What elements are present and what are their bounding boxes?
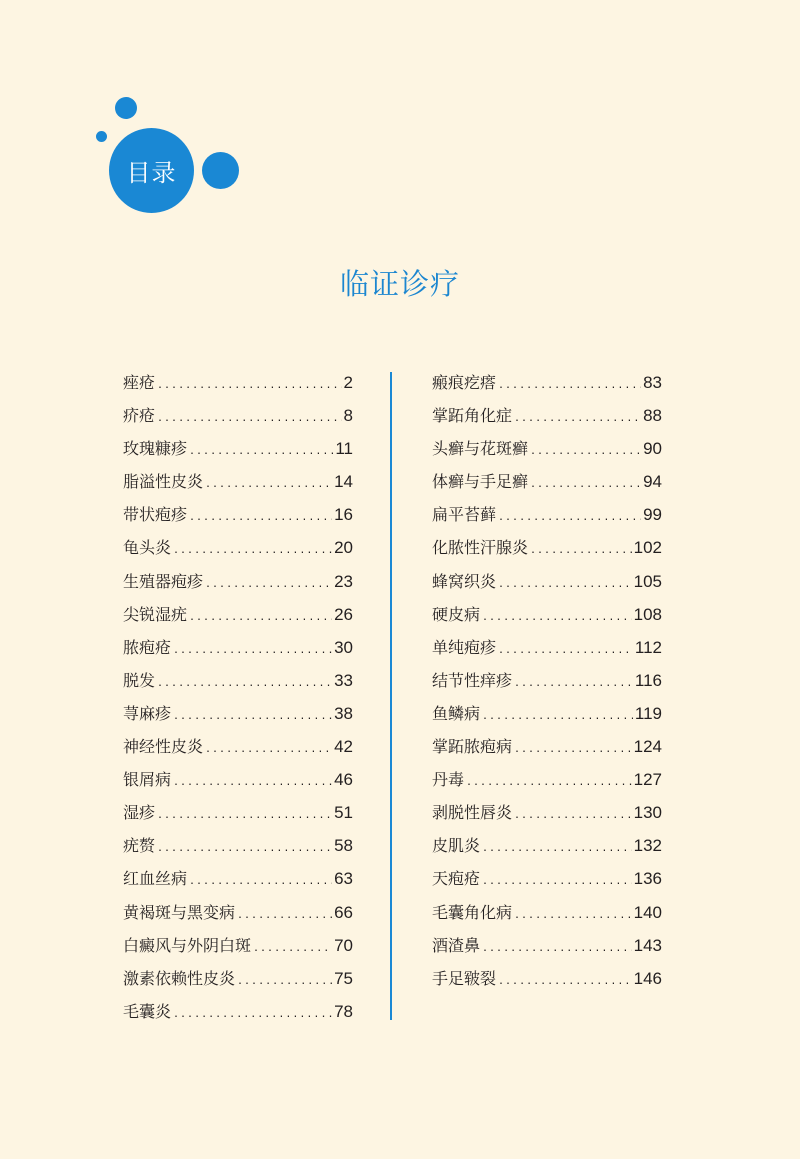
toc-entry-title: 丹毒 (432, 770, 465, 790)
toc-entry[interactable] (123, 697, 353, 730)
dot-leader (530, 435, 641, 468)
dot-leader (173, 998, 332, 1031)
toc-entry[interactable] (432, 962, 662, 995)
dot-leader (482, 865, 632, 898)
toc-entry[interactable] (123, 962, 353, 995)
toc-entry-page-number: 38 (334, 703, 353, 723)
toc-entry-title: 天疱疮 (432, 869, 481, 889)
toc-entry-title: 神经性皮炎 (123, 737, 204, 757)
toc-entry-title: 单纯疱疹 (432, 637, 497, 657)
decor-circle-small (115, 97, 137, 119)
dot-leader (157, 369, 342, 402)
toc-entry-page-number: 124 (633, 737, 662, 757)
toc-entry-page-number: 33 (334, 670, 353, 690)
toc-entry-page-number: 116 (634, 670, 662, 690)
decor-circle-tiny (96, 131, 107, 142)
toc-entry-title: 痤疮 (123, 373, 156, 392)
toc-entry-title: 酒渣鼻 (432, 935, 481, 955)
toc-entry-page-number: 83 (643, 373, 662, 392)
toc-entry[interactable] (123, 399, 353, 432)
toc-entry-page-number: 105 (633, 571, 662, 591)
dot-leader (157, 832, 332, 865)
toc-entry-title: 脱发 (123, 670, 156, 690)
toc-entry[interactable] (123, 796, 353, 829)
toc-entry[interactable] (123, 829, 353, 862)
toc-entry[interactable] (123, 598, 353, 631)
toc-entry-page-number: 63 (334, 869, 353, 889)
toc-entry-title: 皮肌炎 (432, 836, 481, 856)
toc-entry-title: 体癣与手足癣 (432, 472, 529, 492)
toc-entry-title: 瘢痕疙瘩 (432, 373, 497, 392)
dot-leader (189, 865, 332, 898)
toc-entry[interactable] (432, 399, 662, 432)
toc-entry[interactable] (432, 366, 662, 399)
toc-entry-page-number: 146 (633, 968, 662, 988)
toc-entry-title: 激素依赖性皮炎 (123, 968, 236, 988)
dot-leader (514, 667, 633, 700)
dot-leader (189, 601, 332, 634)
toc-entry-page-number: 94 (643, 472, 662, 492)
toc-entry-title: 脂溢性皮炎 (123, 472, 204, 492)
toc-entry-title: 掌跖角化症 (432, 406, 513, 426)
toc-entry-page-number: 88 (643, 406, 662, 426)
toc-entry-page-number: 99 (643, 505, 662, 525)
toc-entry[interactable] (123, 995, 353, 1028)
toc-entry[interactable] (432, 664, 662, 697)
toc-entry-title: 毛囊角化病 (432, 902, 513, 922)
dot-leader (157, 799, 332, 832)
toc-entry-page-number: 26 (334, 604, 353, 624)
toc-entry-title: 疥疮 (123, 406, 156, 426)
toc-entry-title: 黄褐斑与黑变病 (123, 902, 236, 922)
toc-entry-page-number: 108 (633, 604, 662, 624)
toc-entry-title: 银屑病 (123, 770, 172, 790)
toc-entry[interactable] (432, 896, 662, 929)
toc-entry[interactable] (432, 432, 662, 465)
dot-leader (514, 402, 641, 435)
toc-entry-title: 掌跖脓疱病 (432, 737, 513, 757)
dot-leader (482, 832, 632, 865)
toc-entry-page-number: 2 (343, 373, 353, 392)
dot-leader (205, 733, 332, 766)
toc-entry[interactable] (432, 697, 662, 730)
dot-leader (498, 965, 632, 998)
toc-entry-page-number: 130 (633, 803, 662, 823)
toc-entry[interactable] (123, 631, 353, 664)
dot-leader (482, 601, 632, 634)
toc-entry-title: 剥脱性唇炎 (432, 803, 513, 823)
dot-leader (157, 402, 342, 435)
dot-leader (482, 700, 633, 733)
dot-leader (498, 369, 641, 402)
toc-entry-page-number: 66 (334, 902, 353, 922)
toc-entry[interactable] (432, 565, 662, 598)
toc-entry[interactable] (123, 366, 353, 399)
dot-leader (173, 700, 332, 733)
toc-entry[interactable] (432, 730, 662, 763)
dot-leader (466, 766, 632, 799)
toc-entry-title: 龟头炎 (123, 538, 172, 558)
toc-entry-page-number: 70 (334, 935, 353, 955)
toc-entry-title: 硬皮病 (432, 604, 481, 624)
toc-entry-title: 玫瑰糠疹 (123, 439, 188, 459)
toc-entry-title: 生殖器疱疹 (123, 571, 204, 591)
toc-entry-title: 湿疹 (123, 803, 156, 823)
dot-leader (498, 568, 632, 601)
toc-entry-title: 蜂窝织炎 (432, 571, 497, 591)
toc-entry-page-number: 75 (334, 968, 353, 988)
toc-entry-page-number: 127 (633, 770, 662, 790)
dot-leader (157, 667, 332, 700)
toc-entry-title: 头癣与花斑癣 (432, 439, 529, 459)
toc-entry-title: 手足皲裂 (432, 968, 497, 988)
toc-entry-page-number: 11 (335, 439, 353, 459)
toc-entry-page-number: 78 (334, 1001, 353, 1021)
toc-entry[interactable] (123, 929, 353, 962)
dot-leader (514, 799, 632, 832)
toc-entry-title: 化脓性汗腺炎 (432, 538, 529, 558)
toc-entry-page-number: 23 (334, 571, 353, 591)
toc-entry-page-number: 143 (633, 935, 662, 955)
dot-leader (253, 932, 332, 965)
toc-entry-title: 结节性痒疹 (432, 670, 513, 690)
toc-entry-page-number: 119 (634, 703, 662, 723)
toc-entry[interactable] (432, 465, 662, 498)
dot-leader (189, 435, 333, 468)
toc-entry[interactable] (123, 730, 353, 763)
toc-entry[interactable] (123, 565, 353, 598)
toc-entry-page-number: 132 (633, 836, 662, 856)
toc-entry[interactable] (432, 531, 662, 564)
dot-leader (173, 766, 332, 799)
decor-circle-medium (202, 152, 239, 189)
toc-entry[interactable] (432, 796, 662, 829)
toc-entry-page-number: 136 (633, 869, 662, 889)
dot-leader (514, 733, 632, 766)
toc-entry-page-number: 90 (643, 439, 662, 459)
toc-entry[interactable] (432, 862, 662, 895)
dot-leader (237, 899, 332, 932)
toc-entry-page-number: 140 (633, 902, 662, 922)
dot-leader (205, 568, 332, 601)
toc-entry[interactable] (432, 598, 662, 631)
column-divider (390, 372, 392, 1020)
dot-leader (530, 534, 632, 567)
toc-entry-page-number: 20 (334, 538, 353, 558)
dot-leader (173, 534, 332, 567)
toc-entry[interactable] (432, 631, 662, 664)
toc-entry-page-number: 8 (343, 406, 353, 426)
toc-entry-title: 脓疱疮 (123, 637, 172, 657)
toc-entry-title: 尖锐湿疣 (123, 604, 188, 624)
toc-heading: 目录 (126, 159, 177, 187)
dot-leader (530, 468, 641, 501)
toc-entry-title: 红血丝病 (123, 869, 188, 889)
toc-entry-page-number: 102 (633, 538, 662, 558)
toc-entry-page-number: 42 (334, 737, 353, 757)
toc-entry[interactable] (123, 531, 353, 564)
toc-entry[interactable] (123, 862, 353, 895)
toc-entry-title: 鱼鳞病 (432, 703, 481, 723)
dot-leader (482, 932, 632, 965)
dot-leader (189, 501, 332, 534)
toc-column-right (432, 366, 662, 995)
toc-entry[interactable] (123, 432, 353, 465)
dot-leader (514, 899, 632, 932)
toc-entry[interactable] (432, 829, 662, 862)
toc-entry[interactable] (432, 929, 662, 962)
toc-column-left (123, 366, 353, 1028)
toc-entry-title: 白癜风与外阴白斑 (123, 935, 252, 955)
toc-entry-page-number: 46 (334, 770, 353, 790)
toc-entry-title: 扁平苔藓 (432, 505, 497, 525)
toc-entry[interactable] (123, 896, 353, 929)
toc-entry-page-number: 30 (334, 637, 353, 657)
dot-leader (205, 468, 332, 501)
dot-leader (498, 634, 633, 667)
toc-entry-title: 疣赘 (123, 836, 156, 856)
toc-entry[interactable] (123, 763, 353, 796)
toc-entry[interactable] (432, 498, 662, 531)
toc-entry-page-number: 14 (334, 472, 353, 492)
toc-entry-title: 毛囊炎 (123, 1001, 172, 1021)
toc-entry-page-number: 112 (634, 637, 662, 657)
toc-entry[interactable] (123, 465, 353, 498)
toc-entry-page-number: 58 (334, 836, 353, 856)
toc-entry-title: 荨麻疹 (123, 703, 172, 723)
dot-leader (237, 965, 332, 998)
dot-leader (498, 501, 641, 534)
toc-entry-page-number: 51 (334, 803, 353, 823)
section-title: 临证诊疗 (339, 267, 460, 301)
toc-entry[interactable] (432, 763, 662, 796)
dot-leader (173, 634, 332, 667)
toc-entry-title: 带状疱疹 (123, 505, 188, 525)
toc-entry[interactable] (123, 664, 353, 697)
toc-entry[interactable] (123, 498, 353, 531)
toc-entry-page-number: 16 (334, 505, 353, 525)
